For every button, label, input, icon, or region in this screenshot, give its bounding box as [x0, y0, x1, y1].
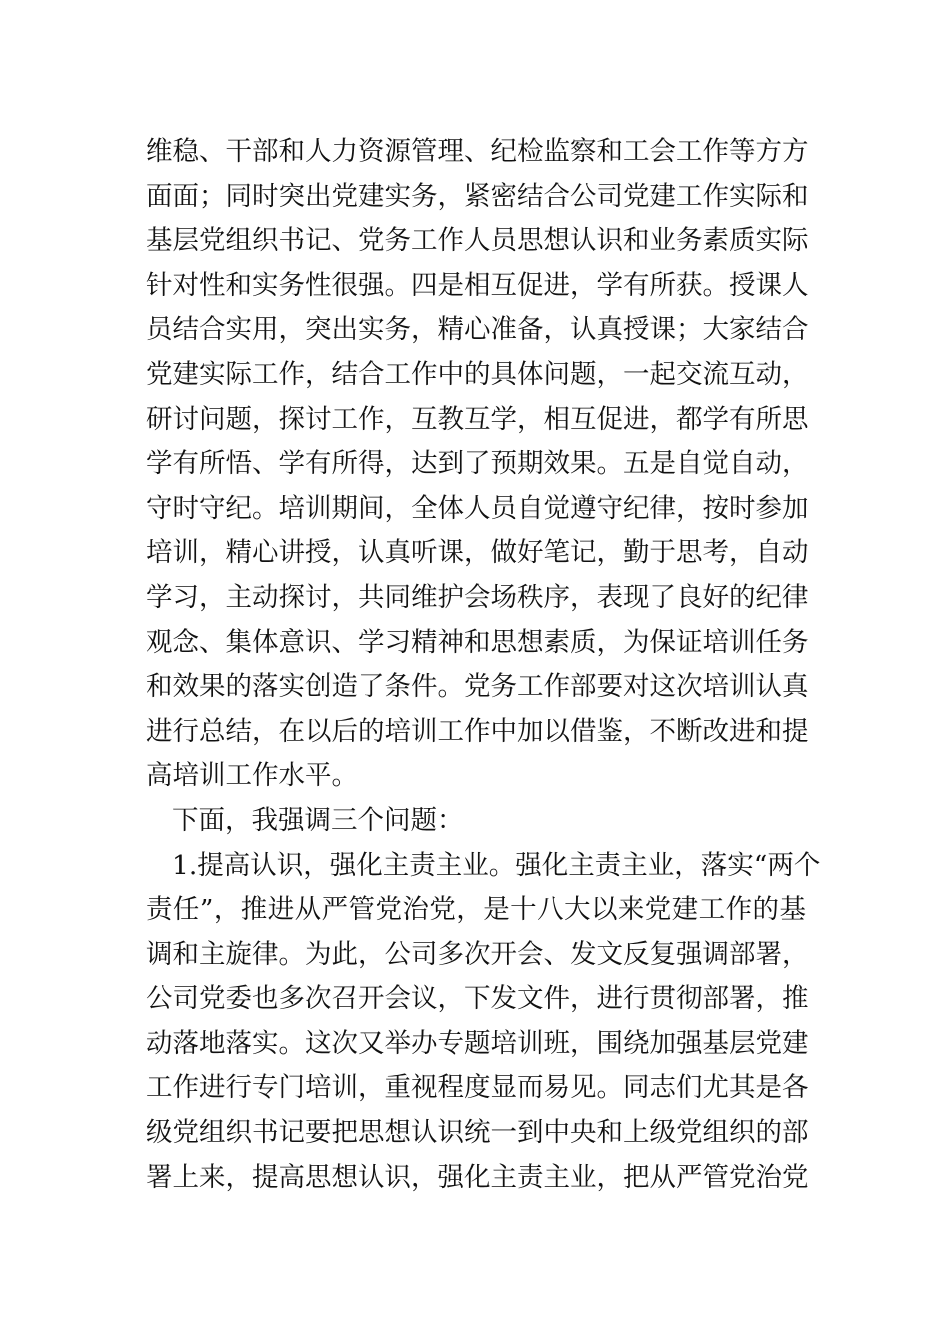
text-line: 公司党委也多次召开会议，下发文件，进行贯彻部署，推 — [146, 983, 809, 1015]
text-line: 学有所悟、学有所得，达到了预期效果。五是自觉自动， — [146, 448, 809, 480]
text-line: 研讨问题，探讨工作，互教互学，相互促进，都学有所思 — [146, 403, 809, 435]
text-line: 学习，主动探讨，共同维护会场秩序，表现了良好的纪律 — [146, 581, 809, 613]
text-line: 面面；同时突出党建实务，紧密结合公司党建工作实际和 — [146, 180, 809, 212]
text-line: 党建实际工作，结合工作中的具体问题，一起交流互动， — [146, 358, 809, 390]
document-body — [146, 130, 821, 1200]
text-line: 工作进行专门培训，重视程度显而易见。同志们尤其是各 — [146, 1072, 809, 1104]
text-line: 下面，我强调三个问题： — [172, 804, 464, 836]
text-line: 级党组织书记要把思想认识统一到中央和上级党组织的部 — [146, 1117, 809, 1149]
text-line: 员结合实用，突出实务，精心准备，认真授课；大家结合 — [146, 314, 809, 346]
text-line: 高培训工作水平。 — [146, 760, 358, 792]
text-line: 和效果的落实创造了条件。党务工作部要对这次培训认真 — [146, 671, 809, 703]
text-line: 基层党组织书记、党务工作人员思想认识和业务素质实际 — [146, 225, 809, 257]
text-line: 维稳、干部和人力资源管理、纪检监察和工会工作等方方 — [146, 136, 809, 167]
text-line: 责任”，推进从严管党治党，是十八大以来党建工作的基 — [146, 894, 806, 926]
text-line: 1.提高认识，强化主责主业。强化主责主业，落实“两个 — [172, 849, 821, 881]
text-line: 署上来，提高思想认识，强化主责主业，把从严管党治党 — [146, 1161, 809, 1193]
text-line: 培训，精心讲授，认真听课，做好笔记，勤于思考，自动 — [146, 537, 809, 569]
text-line: 调和主旋律。为此，公司多次开会、发文反复强调部署， — [146, 938, 809, 970]
text-line: 进行总结，在以后的培训工作中加以借鉴，不断改进和提 — [146, 715, 809, 747]
text-line: 观念、集体意识、学习精神和思想素质，为保证培训任务 — [146, 626, 809, 658]
text-line: 动落地落实。这次又举办专题培训班，围绕加强基层党建 — [146, 1027, 809, 1059]
text-line: 守时守纪。培训期间，全体人员自觉遵守纪律，按时参加 — [146, 492, 809, 524]
text-line: 针对性和实务性很强。四是相互促进，学有所获。授课人 — [146, 269, 809, 301]
